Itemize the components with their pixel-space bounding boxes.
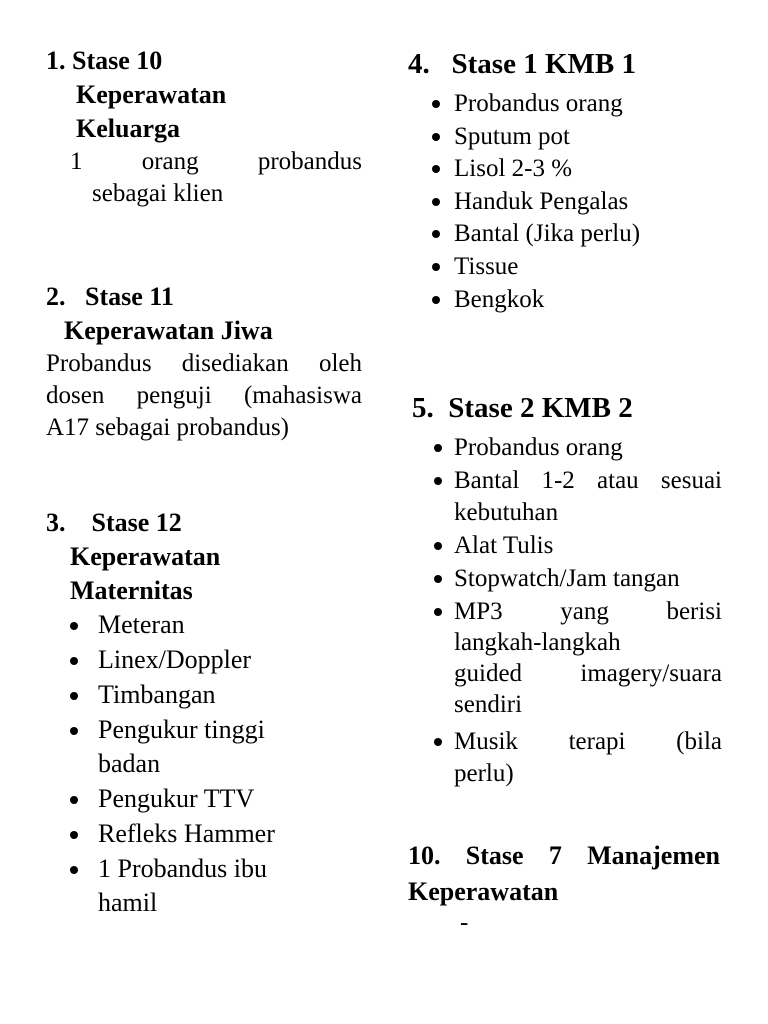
- list-item: Bantal 1-2 atau sesuai kebutuhan: [434, 465, 722, 529]
- section-10-title-line-2: Keperawatan: [408, 877, 559, 906]
- section-3-title-line-1: 3. Stase 12: [46, 508, 182, 537]
- list-item: Bantal (Jika perlu): [432, 218, 728, 251]
- bullet-icon: [70, 622, 78, 630]
- bullet-icon: [432, 165, 440, 173]
- section-5-title: 5. Stase 2 KMB 2: [412, 392, 633, 424]
- section-3-title-line-2: Keperawatan: [70, 542, 221, 571]
- bullet-icon: [434, 477, 442, 485]
- list-item: Stopwatch/Jam tangan: [434, 563, 722, 595]
- section-10-title-line-1: 10. Stase 7 Manajemen: [408, 841, 720, 870]
- section-5: [412, 390, 722, 790]
- section-10: [408, 838, 720, 936]
- bullet-icon: [70, 657, 78, 665]
- bullet-icon: [432, 198, 440, 206]
- section-4-list: [408, 88, 728, 316]
- section-2-title-line-1: 2. Stase 11: [46, 282, 174, 311]
- list-item: Alat Tulis: [434, 530, 722, 562]
- section-2-body-line-1: Probandus disediakan oleh: [46, 350, 362, 377]
- bullet-icon: [434, 608, 442, 616]
- bullet-icon: [432, 100, 440, 108]
- bullet-icon: [434, 575, 442, 583]
- section-1-title-line-1: 1. Stase 10: [46, 46, 163, 75]
- list-item: Bengkok: [432, 284, 728, 317]
- bullet-icon: [432, 296, 440, 304]
- list-item: Refleks Hammer: [70, 817, 362, 851]
- list-item: Sputum pot: [432, 121, 728, 154]
- list-item: Meteran: [70, 608, 362, 642]
- bullet-icon: [70, 796, 78, 804]
- section-1-body-line-2: sebagai klien: [92, 180, 224, 207]
- section-2-body-line-2: dosen penguji (mahasiswa: [46, 382, 362, 409]
- section-1-body-line-1: 1 orang probandus: [70, 148, 362, 175]
- bullet-icon: [70, 692, 78, 700]
- list-item: 1 Probandus ibu hamil: [70, 852, 362, 920]
- section-5-list: [412, 432, 722, 790]
- bullet-icon: [432, 230, 440, 238]
- section-1-title-line-3: Keluarga: [76, 114, 180, 143]
- list-item: Lisol 2-3 %: [432, 153, 728, 186]
- section-1: [46, 44, 362, 210]
- section-4-title: 4. Stase 1 KMB 1: [408, 48, 636, 80]
- list-item: Probandus orang: [432, 88, 728, 121]
- bullet-icon: [434, 738, 442, 746]
- section-2-title-line-2: Keperawatan Jiwa: [64, 316, 273, 345]
- list-item: Timbangan: [70, 678, 362, 712]
- section-3-list: [46, 608, 362, 920]
- bullet-icon: [434, 542, 442, 550]
- list-item: Linex/Doppler: [70, 643, 362, 677]
- list-item: Musik terapi (bila perlu): [434, 726, 722, 790]
- list-item: Handuk Pengalas: [432, 186, 728, 219]
- list-item: Pengukur tinggi badan: [70, 713, 362, 781]
- section-4: [408, 46, 728, 316]
- list-item: Pengukur TTV: [70, 782, 362, 816]
- section-3: [46, 506, 362, 921]
- bullet-icon: [434, 444, 442, 452]
- section-10-dash: -: [460, 909, 469, 936]
- section-1-title-line-2: Keperawatan: [76, 80, 227, 109]
- section-3-title-line-3: Maternitas: [70, 576, 193, 605]
- bullet-icon: [70, 727, 78, 735]
- bullet-icon: [70, 866, 78, 874]
- section-2-body-line-3: A17 sebagai probandus): [46, 414, 289, 441]
- bullet-icon: [432, 133, 440, 141]
- bullet-icon: [432, 263, 440, 271]
- list-item: MP3 yang berisi langkah-langkah guided imagery/suara sendiri: [434, 596, 722, 720]
- list-item: Tissue: [432, 251, 728, 284]
- section-2: [46, 280, 362, 444]
- bullet-icon: [70, 831, 78, 839]
- list-item: Probandus orang: [434, 432, 722, 464]
